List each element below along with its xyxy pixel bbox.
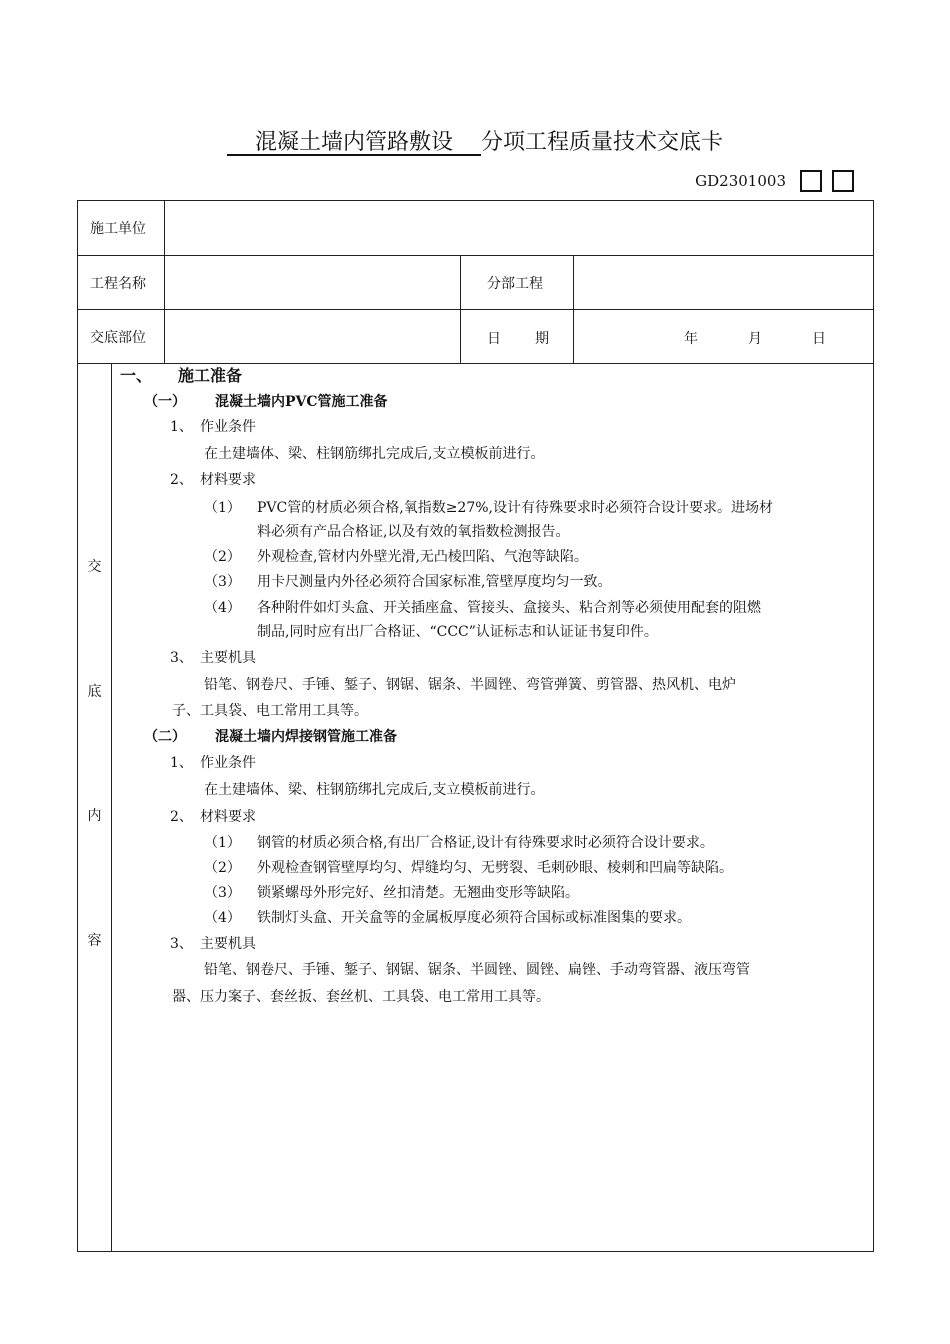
sub2-m2-num: （2）: [204, 860, 241, 876]
sub2-number: （二）: [144, 729, 186, 745]
sub1-tool-line2: 子、工具袋、电工常用工具等。: [172, 703, 368, 719]
section1-title: 施工准备: [178, 366, 243, 385]
title-rest: 分项工程质量技术交底卡: [480, 130, 723, 155]
sub1-tool-num: 3、: [170, 650, 193, 666]
doc-code: GD2301003: [695, 172, 786, 190]
date-year: 年: [684, 331, 698, 347]
sub1-work-label: 作业条件: [200, 419, 256, 435]
sub2-tool-num: 3、: [170, 936, 193, 952]
sub2-m4-text: 铁制灯头盒、开关盒等的金属板厚度必须符合国标或标准图集的要求。: [257, 910, 691, 926]
location-label: 交底部位: [78, 310, 165, 364]
sub2-work-num: 1、: [170, 755, 193, 771]
sub1-m4-line1: 各种附件如灯头盒、开关插座盒、管接头、盒接头、粘合剂等必须使用配套的阻燃: [257, 600, 761, 616]
sub2-m3-num: （3）: [204, 885, 241, 901]
code-checkbox-1[interactable]: [800, 170, 822, 192]
sub2-m2-text: 外观检查钢管壁厚均匀、焊缝均匀、无劈裂、毛刺砂眼、棱刺和凹扁等缺陷。: [257, 860, 733, 876]
side-char-1: 交: [87, 559, 102, 575]
division-field[interactable]: [574, 256, 874, 310]
date-label-char-2: 期: [535, 331, 549, 347]
sub2-tool-line2: 器、压力案子、套丝扳、套丝机、工具袋、电工常用工具等。: [172, 989, 550, 1005]
title-item-name: [227, 130, 481, 155]
division-label: 分部工程: [461, 256, 574, 310]
code-checkbox-2[interactable]: [832, 170, 854, 192]
side-char-4: 容: [87, 933, 102, 949]
sub1-work-text: 在土建墙体、梁、柱钢筋绑扎完成后,支立模板前进行。: [204, 446, 545, 462]
project-name-label: 工程名称: [78, 256, 165, 310]
sub1-m1-line2: 料必须有产品合格证,以及有效的氧指数检测报告。: [257, 524, 570, 540]
side-label: [78, 364, 112, 1252]
sub1-m2-text: 外观检查,管材内外壁光滑,无凸棱凹陷、气泡等缺陷。: [257, 549, 588, 565]
sub1-number: （一）: [144, 394, 186, 410]
sub2-work-text: 在土建墙体、梁、柱钢筋绑扎完成后,支立模板前进行。: [204, 782, 545, 798]
sub1-m1-num: （1）: [204, 500, 241, 516]
sub2-m3-text: 锁紧螺母外形完好、丝扣清楚。无翘曲变形等缺陷。: [257, 885, 579, 901]
sub1-mat-num: 2、: [170, 472, 193, 488]
document-title: [0, 126, 950, 160]
sub2-work-label: 作业条件: [200, 755, 256, 771]
sub1-m2-num: （2）: [204, 549, 241, 565]
date-day: 日: [812, 331, 826, 347]
sub2-m4-num: （4）: [204, 910, 241, 926]
section1-number: 一、: [120, 366, 153, 385]
sub2-tool-line1: 铅笔、钢卷尺、手锤、錾子、钢锯、锯条、半圆锉、圆锉、扁锉、手动弯管器、液压弯管: [204, 962, 750, 978]
sub2-title: 混凝土墙内焊接钢管施工准备: [215, 729, 397, 745]
location-field[interactable]: [165, 310, 461, 364]
date-label-char-1: 日: [487, 331, 501, 347]
row-construction-unit: [78, 201, 874, 256]
title-item-text: 混凝土墙内管路敷设: [254, 130, 453, 155]
row-content: [78, 364, 874, 1252]
sub2-tool-label: 主要机具: [200, 936, 256, 952]
row-project-name: [78, 256, 874, 310]
sub1-m3-num: （3）: [204, 574, 241, 590]
construction-unit-label: 施工单位: [78, 201, 165, 256]
sub1-mat-label: 材料要求: [200, 472, 256, 488]
side-char-3: 内: [87, 808, 102, 824]
disclosure-table: [77, 200, 874, 1252]
disclosure-content: [112, 364, 874, 1252]
sub2-mat-label: 材料要求: [200, 809, 256, 825]
sub2-m1-text: 钢管的材质必须合格,有出厂合格证,设计有待殊要求时必须符合设计要求。: [257, 835, 714, 851]
sub1-tool-label: 主要机具: [200, 650, 256, 666]
sub2-mat-num: 2、: [170, 809, 193, 825]
sub1-title: 混凝土墙内PVC管施工准备: [215, 394, 388, 410]
row-location-date: [78, 310, 874, 364]
construction-unit-field[interactable]: [165, 201, 874, 256]
doc-code-row: [695, 168, 854, 194]
sub1-m3-text: 用卡尺测量内外径必须符合国家标准,管壁厚度均匀一致。: [257, 574, 612, 590]
sub1-tool-line1: 铅笔、钢卷尺、手锤、錾子、钢锯、锯条、半圆锉、弯管弹簧、剪管器、热风机、电炉: [204, 677, 736, 693]
date-field[interactable]: [574, 310, 874, 364]
sub2-m1-num: （1）: [204, 835, 241, 851]
side-char-2: 底: [87, 684, 102, 700]
sub1-m4-line2: 制品,同时应有出厂合格证、“CCC”认证标志和认证证书复印件。: [257, 624, 658, 640]
sub1-work-num: 1、: [170, 419, 193, 435]
date-label: [461, 310, 574, 364]
sub1-m4-num: （4）: [204, 600, 241, 616]
project-name-field[interactable]: [165, 256, 461, 310]
sub1-m1-line1: PVC管的材质必须合格,氧指数≥27%,设计有待殊要求时必须符合设计要求。进场材: [257, 500, 773, 516]
date-month: 月: [748, 331, 762, 347]
